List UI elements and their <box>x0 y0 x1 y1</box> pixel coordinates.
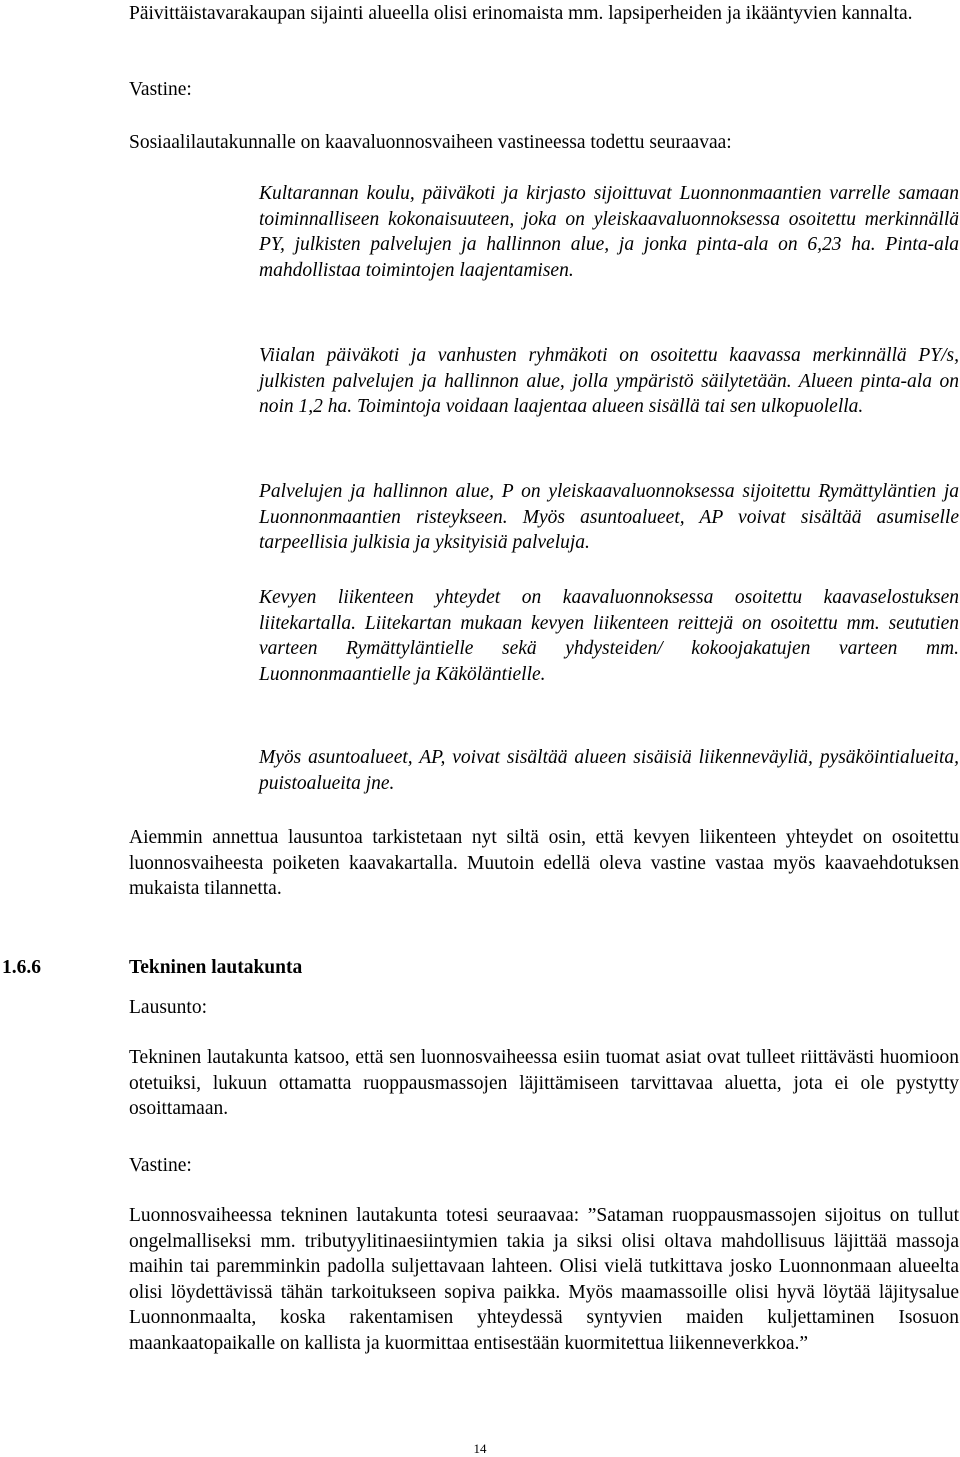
page-number: 14 <box>473 1441 487 1456</box>
aiemmin-paragraph: Aiemmin annettua lausuntoa tarkistetaan nyt siltä osin, että kevyen liikenteen yhteydet on osoitettu luonnosvaiheesta poiketen kaavakartalla. Muutoin edellä oleva vastine vastaa myös kaavaehdotuksen mukaista tilannetta. <box>129 827 959 899</box>
vastine-label: Vastine: <box>129 79 192 100</box>
tekninen-paragraph: Tekninen lautakunta katsoo, että sen luonnosvaiheessa esiin tuomat asiat ovat tulleet riittävästi huomioon otetuiksi, lukuun ottamatta ruoppausmassojen läjittämiseen tarvittavaa aluetta, jota ei ole pystytty osoittamaan. <box>129 1047 959 1119</box>
lausunto-label: Lausunto: <box>129 997 207 1018</box>
quote-paragraph: Palvelujen ja hallinnon alue, P on yleiskaavaluonnoksessa sijoitettu Rymättyläntien ja Luonnonmaantien risteykseen. Myös asuntoalueet, AP voivat sisältää asumiselle tarpeellisia julkisia ja yksityisiä palveluja. <box>259 481 959 553</box>
quote-paragraph: Viialan päiväkoti ja vanhusten ryhmäkoti on osoitettu kaavassa merkinnällä PY/s, julkisten palvelujen ja hallinnon alue, jolla ympäristö säilytetään. Alueen pinta-ala on noin 1,2 ha. Toimintoja voidaan laajentaa alueen sisällä tai sen ulkopuolella. <box>259 345 959 417</box>
quote-paragraph: Myös asuntoalueet, AP, voivat sisältää alueen sisäisiä liikenneväyliä, pysäköintialueita, puistoalueita jne. <box>259 747 959 794</box>
sosiaali-intro-paragraph: Sosiaalilautakunnalle on kaavaluonnosvaiheen vastineessa todettu seuraavaa: <box>129 132 732 153</box>
intro-paragraph: Päivittäistavarakaupan sijainti alueella olisi erinomaista mm. lapsiperheiden ja ikääntyvien kannalta. <box>129 3 913 24</box>
quote-paragraph: Kultarannan koulu, päiväkoti ja kirjasto sijoittuvat Luonnonmaantien varrelle samaan toiminnalliseen kokonaisuuteen, joka on yleiskaavaluonnoksessa osoitettu merkinnällä PY, julkisten palvelujen ja hallinnon alue, ja jonka pinta-ala on 6,23 ha. Pinta-ala mahdollistaa toimintojen laajentamisen. <box>259 183 959 281</box>
section-title: Tekninen lautakunta <box>129 957 303 978</box>
section-number: 1.6.6 <box>2 957 41 978</box>
quote-paragraph: Kevyen liikenteen yhteydet on kaavaluonnoksessa osoitettu kaavaselostuksen liitekartalla. Liitekartan mukaan kevyen liikenteen reittejä on osoitettu mm. seututien varteen Rymättyläntielle sekä yhdysteiden/ kokoojakatujen varteen mm. Luonnonmaantielle ja Käköläntielle. <box>259 587 959 685</box>
luonnos-paragraph: Luonnosvaiheessa tekninen lautakunta totesi seuraavaa: ”Sataman ruoppausmassojen sijoitus on tullut ongelmalliseksi mm. tributyylitinaesiintymien takia ja siksi olisi oltava mahdollisuus läjittää massoja maihin tai paremminkin padolla suljettavaan lahteen. Olisi vielä tutkittava josko Luonnonmaan alueelta olisi löydettävissä tähän tarkoitukseen sopiva paikka. Myös maamassoille olisi hyvä löytää läjitysalue Luonnonmaalta, koska rakentamisen yhteydessä syntyvien maiden kuljettaminen Isosuon maankaatopaikalle on kallista ja kuormittaa entisestään kuormitettua liikenneverkkoa.” <box>129 1205 959 1354</box>
vastine-label: Vastine: <box>129 1155 192 1176</box>
